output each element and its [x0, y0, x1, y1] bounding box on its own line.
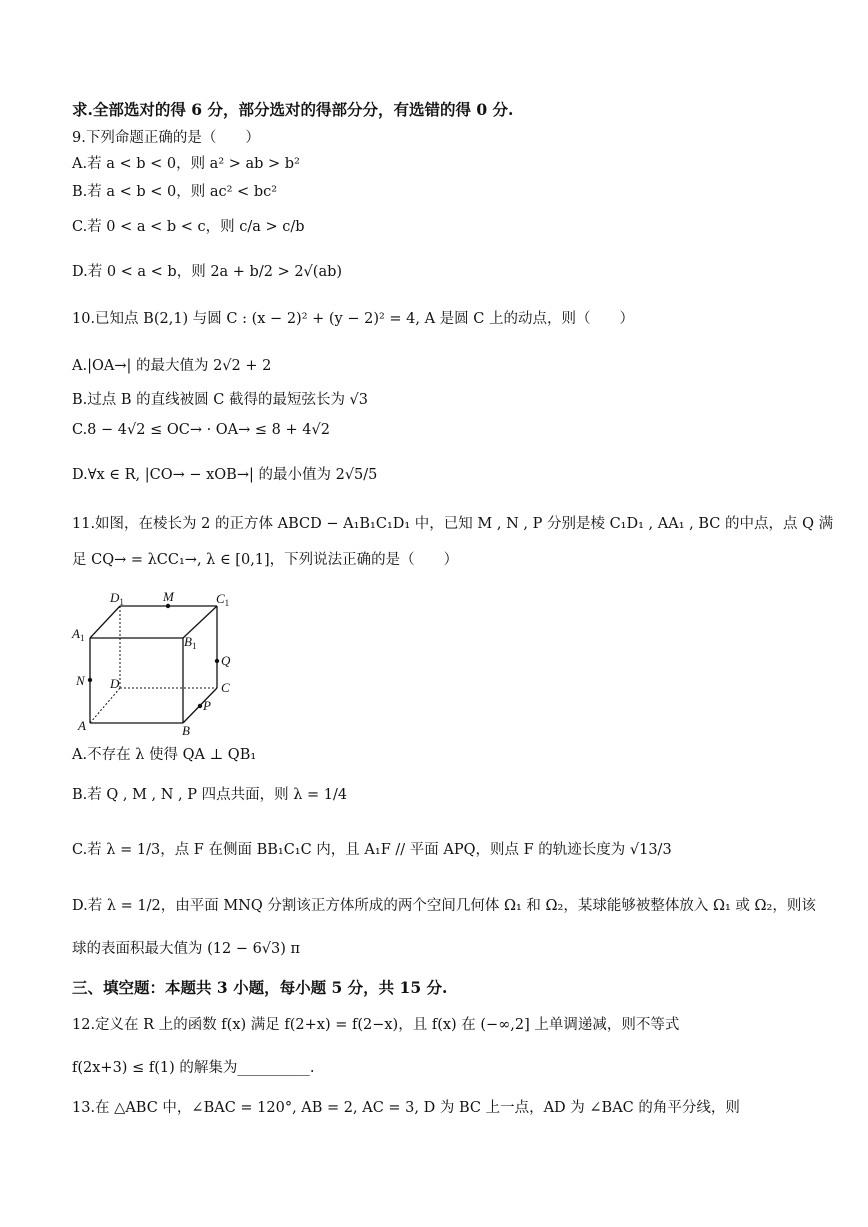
label-m: M	[163, 589, 174, 604]
question-11-option-d: D.若 λ = 1/2，由平面 MNQ 分割该正方体所成的两个空间几何体 Ω₁ 和 Ω₂，某球能够被整体放入 Ω₁ 或 Ω₂，则该	[72, 898, 816, 914]
label-p: P	[203, 698, 211, 713]
label-c: C	[221, 680, 230, 695]
question-9-option-c: C.若 0 < a < b < c，则 c/a > c/b	[72, 219, 305, 235]
question-11-stem: 11.如图，在棱长为 2 的正方体 ABCD − A₁B₁C₁D₁ 中，已知 M , N , P 分别是棱 C₁D₁ , AA₁ , BC 的中点，点 Q 满	[72, 516, 834, 532]
section-note: 求.全部选对的得 6 分，部分选对的得部分分，有选错的得 0 分.	[72, 100, 514, 119]
label-n: N	[76, 673, 85, 688]
question-11-option-d-continued: 球的表面积最大值为 (12 − 6√3) π	[72, 941, 301, 957]
hidden-edge-a-d	[90, 688, 120, 723]
label-d1: $D_1$	[110, 590, 124, 607]
question-10-stem: 10.已知点 B(2,1) 与圆 C : (x − 2)² + (y − 2)² = 4, A 是圆 C 上的动点，则（ ）	[72, 311, 634, 327]
point-n	[88, 678, 92, 682]
question-9-option-a: A.若 a < b < 0，则 a² > ab > b²	[72, 156, 300, 172]
point-q	[215, 659, 219, 663]
label-c1: $C_1$	[216, 591, 230, 608]
question-9-option-d: D.若 0 < a < b，则 2a + b/2 > 2√(ab)	[72, 264, 343, 280]
question-10-option-a: A.|OA→| 的最大值为 2√2 + 2	[72, 358, 272, 374]
label-b1: $B_1$	[184, 634, 197, 651]
label-a: A	[78, 718, 86, 733]
question-10-option-c: C.8 − 4√2 ≤ OC→ · OA→ ≤ 8 + 4√2	[72, 422, 330, 438]
label-a1: $A_1$	[72, 626, 85, 643]
label-d: D	[110, 676, 120, 691]
question-11-option-a: A.不存在 λ 使得 QA ⊥ QB₁	[72, 747, 257, 763]
label-q: Q	[221, 653, 231, 668]
cube-figure	[70, 588, 240, 738]
point-p	[198, 704, 202, 708]
question-10-option-d: D.∀x ∈ R, |CO→ − xOB→| 的最小值为 2√5/5	[72, 467, 378, 483]
question-9-stem: 9.下列命题正确的是（ ）	[72, 130, 260, 146]
fill-in-section-heading: 三、填空题：本题共 3 小题，每小题 5 分，共 15 分.	[72, 978, 448, 997]
question-9-option-b: B.若 a < b < 0，则 ac² < bc²	[72, 184, 278, 200]
question-13-stem: 13.在 △ABC 中，∠BAC = 120°, AB = 2, AC = 3, D 为 BC 上一点，AD 为 ∠BAC 的角平分线，则	[72, 1100, 740, 1116]
question-12-answer-blank: f(2x+3) ≤ f(1) 的解集为__________.	[72, 1060, 315, 1076]
question-12-stem: 12.定义在 R 上的函数 f(x) 满足 f(2+x) = f(2−x)，且 f(x) 在 (−∞,2] 上单调递减，则不等式	[72, 1017, 680, 1033]
question-11-stem-continued: 足 CQ→ = λCC₁→, λ ∈ [0,1]，下列说法正确的是（ ）	[72, 552, 459, 568]
question-11-option-b: B.若 Q , M , N , P 四点共面，则 λ = 1/4	[72, 787, 348, 803]
point-m	[166, 604, 170, 608]
edge-a1-d1	[90, 606, 120, 638]
question-10-option-b: B.过点 B 的直线被圆 C 截得的最短弦长为 √3	[72, 392, 369, 408]
label-b: B	[182, 723, 190, 738]
question-11-option-c: C.若 λ = 1/3，点 F 在侧面 BB₁C₁C 内，且 A₁F // 平面 APQ，则点 F 的轨迹长度为 √13/3	[72, 842, 672, 858]
